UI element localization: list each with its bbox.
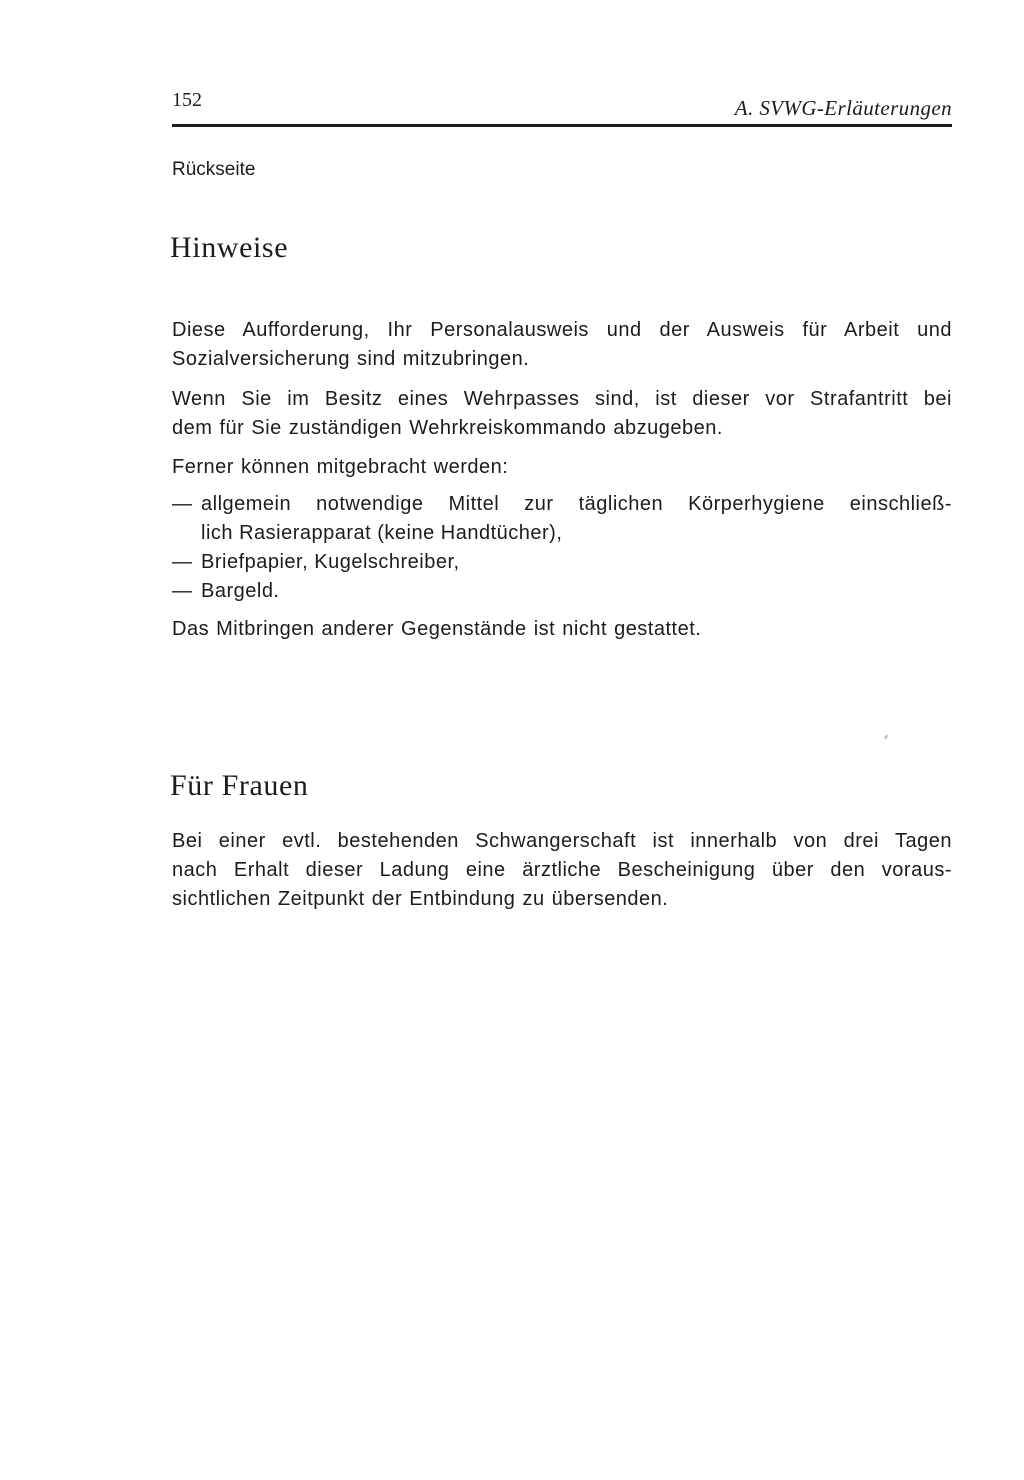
allowed-items-list [172, 490, 952, 606]
list-item [172, 490, 952, 548]
list-item-line: Briefpapier, Kugelschreiber, [201, 551, 460, 573]
paragraph-line: nach Erhalt dieser Ladung eine ärztliche Bescheinigung über den voraus- [172, 859, 952, 881]
dash-marker: — [172, 551, 193, 573]
dash-marker: — [172, 580, 193, 602]
header-rule [172, 124, 952, 127]
list-item [172, 548, 952, 577]
dash-marker: — [172, 493, 193, 515]
heading-fuer-frauen: Für Frauen [170, 769, 309, 802]
paragraph-line: Diese Aufforderung, Ihr Personalausweis und der Ausweis für Arbeit und [172, 319, 952, 341]
heading-hinweise: Hinweise [170, 231, 289, 264]
list-item-line: allgemein notwendige Mittel zur täglichen Körperhygiene einschließ- [201, 493, 952, 515]
paragraph-line: Ferner können mitgebracht werden: [172, 456, 509, 478]
paragraph-documents [172, 316, 952, 374]
paragraph-line: Wenn Sie im Besitz eines Wehrpasses sind, ist dieser vor Strafantritt bei [172, 388, 952, 410]
list-item [172, 577, 952, 606]
paragraph-line: Das Mitbringen anderer Gegenstände ist nicht gestattet. [172, 618, 702, 640]
paragraph-line: Bei einer evtl. bestehenden Schwangerschaft ist innerhalb von drei Tagen [172, 830, 952, 852]
paragraph-line: Sozialversicherung sind mitzubringen. [172, 348, 530, 370]
list-item-line: Bargeld. [201, 580, 280, 602]
page-number: 152 [172, 89, 202, 111]
list-item-line: lich Rasierapparat (keine Handtücher), [201, 522, 563, 544]
paragraph-line: sichtlichen Zeitpunkt der Entbindung zu übersenden. [172, 888, 669, 910]
scan-speck [884, 735, 888, 739]
paragraph-not-allowed [172, 615, 952, 644]
paragraph-pregnancy [172, 827, 952, 914]
paragraph-wehrpass [172, 385, 952, 443]
paragraph-line: dem für Sie zuständigen Wehrkreiskommando abzugeben. [172, 417, 723, 439]
running-title: A. SVWG-Erläuterungen [734, 96, 952, 120]
paragraph-allowed-items-intro [172, 453, 952, 482]
side-label: Rückseite [172, 159, 256, 180]
